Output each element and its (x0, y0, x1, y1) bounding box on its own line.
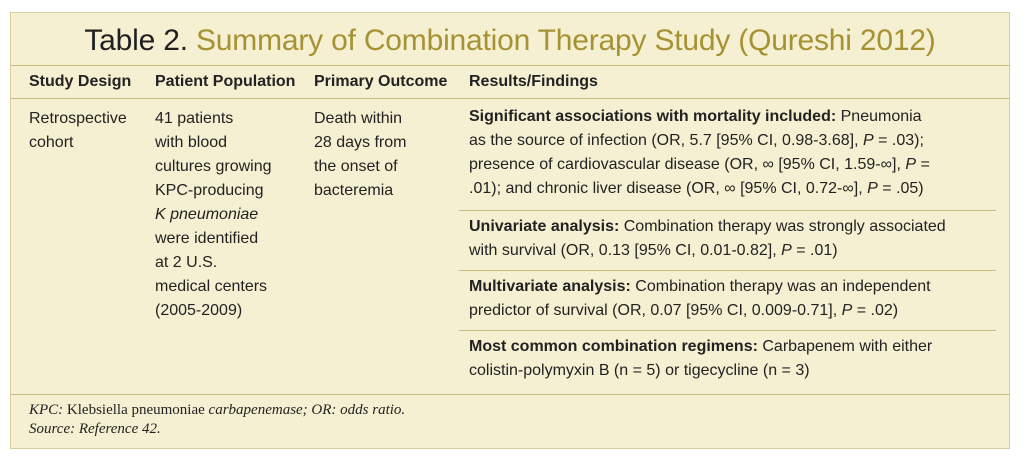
result-text: Combination therapy was an independent (630, 278, 931, 295)
header-primary-outcome: Primary Outcome (314, 73, 448, 90)
result-text: Carbapenem with either (757, 338, 933, 355)
text-line: cohort (29, 134, 74, 151)
result-text: = .05) (877, 180, 924, 197)
result-heading: Univariate analysis: (469, 218, 620, 235)
abbr-text: Klebsiella pneumoniae (63, 402, 209, 418)
header-results-findings: Results/Findings (469, 73, 598, 90)
result-text: predictor of survival (OR, 0.07 [95% CI, 0.009-0.71], (469, 302, 842, 319)
header-study-design: Study Design (29, 73, 132, 90)
result-text: .01); and chronic liver disease (OR, ∞ [95% CI, 0.72-∞], (469, 180, 868, 197)
p-symbol: P (841, 302, 853, 319)
text-line: at 2 U.S. (155, 254, 218, 271)
abbreviations-note (29, 401, 1009, 420)
text-line: cultures growing (155, 158, 272, 175)
result-text: as the source of infection (OR, 5.7 [95% CI, 0.98-3.68], (469, 132, 863, 149)
header-patient-population: Patient Population (155, 73, 296, 90)
table-footnote (11, 394, 1009, 439)
result-text: Combination therapy was strongly associated (619, 218, 946, 235)
text-line: Retrospective (29, 110, 127, 127)
result-text: = .03); (873, 132, 924, 149)
organism-name: K pneumoniae (155, 206, 259, 223)
result-heading: Multivariate analysis: (469, 278, 631, 295)
result-heading: Significant associations with mortality included: (469, 108, 837, 125)
result-text: presence of cardiovascular disease (OR, ∞ [95% CI, 1.59-∞], (469, 156, 906, 173)
text-line: medical centers (155, 278, 268, 295)
text-line: KPC-producing (155, 182, 264, 199)
table-title-text: Summary of Combination Therapy Study (Qureshi 2012) (196, 24, 936, 57)
table-title (11, 23, 1009, 59)
cell-patient-population (155, 107, 305, 323)
p-symbol: P (781, 242, 792, 259)
result-text: = (916, 156, 930, 173)
cell-results-findings (459, 101, 996, 392)
result-heading: Most common combination regimens: (469, 338, 758, 355)
abbr-text: carbapenemase; OR: odds ratio. (208, 402, 406, 418)
text-line: 28 days from (314, 134, 407, 151)
result-text: with survival (OR, 0.13 [95% CI, 0.01-0.82], (469, 242, 782, 259)
result-text: = .02) (852, 302, 899, 319)
result-text: Pneumonia (836, 108, 922, 125)
table-panel (10, 12, 1010, 449)
abbr-kpc: KPC: (29, 402, 64, 418)
p-symbol: P (862, 132, 874, 149)
table-number: Table 2. (84, 24, 188, 57)
text-line: with blood (155, 134, 228, 151)
text-line: the onset of (314, 158, 398, 175)
text-line: 41 patients (155, 110, 234, 127)
p-symbol: P (867, 180, 878, 197)
table-header-row (11, 65, 1009, 99)
text-line: Death within (314, 110, 403, 127)
result-text: colistin-polymyxin B (n = 5) or tigecycline (n = 3) (469, 362, 810, 379)
result-mortality-associations (459, 101, 996, 210)
text-line: were identified (155, 230, 259, 247)
result-multivariate (459, 270, 996, 330)
text-line: (2005-2009) (155, 302, 243, 319)
result-common-regimens (459, 330, 996, 392)
p-symbol: P (905, 156, 917, 173)
result-text: = .01) (791, 242, 838, 259)
text-line: bacteremia (314, 182, 394, 199)
source-note: Source: Reference 42. (29, 421, 161, 437)
cell-study-design (29, 107, 147, 155)
result-univariate (459, 210, 996, 270)
cell-primary-outcome (314, 107, 454, 203)
